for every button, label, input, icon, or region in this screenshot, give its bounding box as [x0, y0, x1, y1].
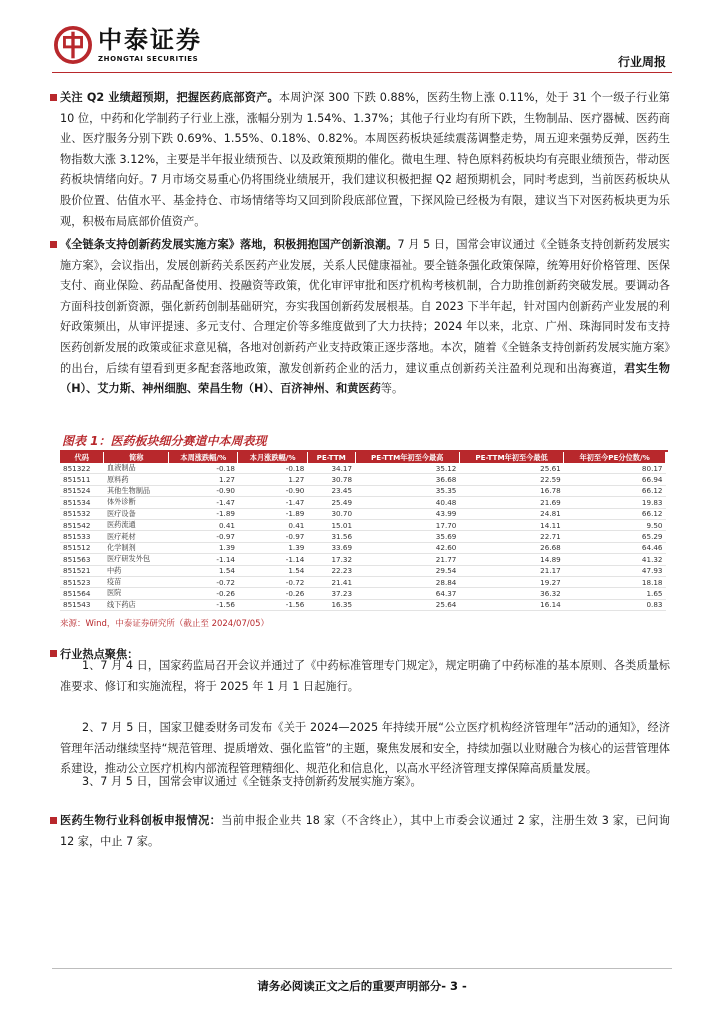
table-cell: 疫苗	[104, 576, 169, 587]
table-cell: 34.17	[307, 463, 355, 474]
table-cell: 42.60	[355, 542, 459, 553]
column-header: 本月涨跌幅/%	[238, 452, 307, 463]
table-cell: 41.32	[564, 554, 666, 565]
table-cell: 医疗研发外包	[104, 554, 169, 565]
table-row	[60, 485, 666, 496]
table-cell: 原料药	[104, 474, 169, 485]
zhongtai-logo-icon	[54, 26, 92, 64]
table-cell: 851512	[60, 542, 104, 553]
table-row	[60, 554, 666, 565]
table-cell: 医疗设备	[104, 508, 169, 519]
table-cell: 65.29	[564, 531, 666, 542]
table-cell: 21.77	[355, 554, 459, 565]
paragraph-tail: 等。	[380, 382, 404, 396]
table-cell: 24.81	[459, 508, 563, 519]
table-cell: 1.54	[169, 565, 238, 576]
table-cell: 19.27	[459, 576, 563, 587]
table-cell: 26.68	[459, 542, 563, 553]
table-cell: 18.18	[564, 576, 666, 587]
hotspot-item-3: 3、7 月 5 日，国常会审议通过《全链条支持创新药发展实施方案》。	[82, 775, 422, 788]
table-cell: 851534	[60, 497, 104, 508]
table-cell: 851542	[60, 519, 104, 530]
header-divider	[52, 72, 672, 73]
table-cell: 66.94	[564, 474, 666, 485]
table-cell: 16.78	[459, 485, 563, 496]
table-cell: -0.90	[169, 485, 238, 496]
table-cell: 体外诊断	[104, 497, 169, 508]
paragraph-q2-earnings	[60, 88, 670, 232]
table-cell: 64.37	[355, 588, 459, 599]
table-cell: -0.72	[169, 576, 238, 587]
table-cell: -0.72	[238, 576, 307, 587]
table-header-row	[60, 452, 666, 463]
table-cell: -0.18	[169, 463, 238, 474]
table-cell: 1.27	[169, 474, 238, 485]
page-number: - 3 -	[441, 979, 467, 993]
table-cell: 1.27	[238, 474, 307, 485]
table-cell: 851564	[60, 588, 104, 599]
table-cell: 1.54	[238, 565, 307, 576]
table-cell: 64.46	[564, 542, 666, 553]
paragraph-title: 《全链条支持创新药发展实施方案》落地，积极拥抱国产创新浪潮。	[60, 238, 398, 251]
table-cell: 21.17	[459, 565, 563, 576]
table-cell: 80.17	[564, 463, 666, 474]
table-cell: 化学制剂	[104, 542, 169, 553]
table-cell: -1.89	[238, 508, 307, 519]
footer-divider	[52, 968, 672, 969]
table-cell: 66.12	[564, 508, 666, 519]
table-cell: 17.70	[355, 519, 459, 530]
footer-disclaimer: 请务必阅读正文之后的重要声明部分	[257, 979, 442, 993]
table-body	[60, 463, 666, 611]
column-header: PE-TTM年初至今最高	[355, 452, 459, 463]
table-cell: 线下药店	[104, 599, 169, 610]
table-cell: 0.41	[169, 519, 238, 530]
paragraph-body: 本周沪深 300 下跌 0.88%，医药生物上涨 0.11%，处于 31 个一级子行业第 10 位，中药和化学制药子行业上涨，涨幅分别为 1.54%、1.37%；其他子行业均有所下跌，生物制品、医疗器械、医药商业、医疗服务分别下跌 0.69%、1.55%、0.18%、0.82%。本周医药板块延续震荡调整走势，周五迎来强势反弹，医药生物指数大涨 3.12%，主要是半年报业绩预告、以及政策预期的催化。微电生理、特色原料药板块均有亮眼业绩预告，带动医药板块情绪向好。7 月市场交易重心仍将围绕业绩展开，我们建议积极把握 Q2 超预期机会，同时考虑到，当前医药板块从股价位置、估值水平、基金持仓、市场情绪等均又回到阶段底部位置，下探风险已经极为有限，建议当下对医药板块更为乐观，积极布局底部价值资产。	[60, 91, 670, 228]
table-cell: 0.83	[564, 599, 666, 610]
company-logo	[54, 26, 202, 64]
paragraph-innovative-drug-policy	[60, 235, 670, 400]
table-cell: -1.56	[238, 599, 307, 610]
table-cell: 851563	[60, 554, 104, 565]
table-cell: 医疗耗材	[104, 531, 169, 542]
table-cell: 851521	[60, 565, 104, 576]
table-cell: 43.99	[355, 508, 459, 519]
table-cell: 1.39	[238, 542, 307, 553]
table-cell: 30.78	[307, 474, 355, 485]
table-cell: 851533	[60, 531, 104, 542]
table-cell: 9.50	[564, 519, 666, 530]
table-cell: 33.69	[307, 542, 355, 553]
table-cell: 其他生物制品	[104, 485, 169, 496]
square-bullet-icon	[50, 650, 57, 657]
hotspot-item-2: 2、7 月 5 日，国家卫健委财务司发布《关于 2024—2025 年持续开展“公立医疗机构经济管理年”活动的通知》，经济管理年活动继续坚持“规范管理、提质增效、强化监管”的主题，聚焦发展和安全，持续加强以业财融合为核心的运营管理体系建设，推动公立医疗机构内部流程管理精细化、规范化和信息化，以高水平经济管理支撑保障高质量发展。	[60, 721, 670, 776]
column-header: 简称	[104, 452, 169, 463]
table-cell: 22.59	[459, 474, 563, 485]
table-cell: 851532	[60, 508, 104, 519]
report-type-label: 行业周报	[617, 55, 666, 69]
table-cell: 1.65	[564, 588, 666, 599]
table-cell: 医院	[104, 588, 169, 599]
table-title: 图表 1：医药板块细分赛道中本周表现	[60, 432, 668, 452]
column-header: 本周涨跌幅/%	[169, 452, 238, 463]
table-cell: -0.18	[238, 463, 307, 474]
recommended-companies: 君实生物（H）、艾力斯、神州细胞、荣昌生物（H）、百济神州、和黄医药	[60, 361, 670, 396]
table-cell: 47.93	[564, 565, 666, 576]
table-row	[60, 531, 666, 542]
table-cell: 37.23	[307, 588, 355, 599]
column-header: PE-TTM	[307, 452, 355, 463]
table-cell: 医药流通	[104, 519, 169, 530]
paragraph-title: 关注 Q2 业绩超预期，把握医药底部资产。	[60, 91, 279, 104]
table-cell: 29.54	[355, 565, 459, 576]
table-row	[60, 588, 666, 599]
table-cell: 0.41	[238, 519, 307, 530]
table-cell: 19.83	[564, 497, 666, 508]
logo-english-name: ZHONGTAI SECURITIES	[98, 55, 199, 63]
column-header: PE-TTM年初至今最低	[459, 452, 563, 463]
table-cell: 851511	[60, 474, 104, 485]
table-cell: 21.69	[459, 497, 563, 508]
table-cell: 中药	[104, 565, 169, 576]
table-cell: 40.48	[355, 497, 459, 508]
table-cell: 31.56	[307, 531, 355, 542]
sector-performance-table	[60, 452, 666, 611]
hotspot-item-1: 1、7 月 4 日，国家药监局召开会议并通过了《中药标准管理专门规定》，规定明确了中药标准的基本原则、各类质量标准要求、修订和实施流程，将于 2025 年 1 月 1 日起施行。	[60, 659, 670, 693]
footer	[0, 978, 724, 994]
column-header: 代码	[60, 452, 104, 463]
table-cell: 851523	[60, 576, 104, 587]
table-row	[60, 508, 666, 519]
square-bullet-icon	[50, 94, 57, 101]
table-cell: 16.14	[459, 599, 563, 610]
table-cell: -0.97	[238, 531, 307, 542]
table-cell: 35.69	[355, 531, 459, 542]
table-cell: 血液制品	[104, 463, 169, 474]
table-cell: 25.49	[307, 497, 355, 508]
table-cell: 851322	[60, 463, 104, 474]
table-cell: 28.84	[355, 576, 459, 587]
logo-chinese-name: 中泰证券	[98, 26, 202, 54]
table-cell: -1.56	[169, 599, 238, 610]
square-bullet-icon	[50, 817, 57, 824]
table-cell: 25.64	[355, 599, 459, 610]
table-cell: -1.14	[238, 554, 307, 565]
table-row	[60, 463, 666, 474]
table-cell: 851543	[60, 599, 104, 610]
table-cell: 17.32	[307, 554, 355, 565]
column-header: 年初至今PE分位数/%	[564, 452, 666, 463]
table-cell: 14.11	[459, 519, 563, 530]
table-cell: 1.39	[169, 542, 238, 553]
table-cell: 36.68	[355, 474, 459, 485]
paragraph-body: 当前申报企业共 18 家（不含终止），其中上市委会议通过 2 家，注册生效 3 家，已问询 12 家，中止 7 家。	[60, 814, 670, 848]
table-cell: 35.12	[355, 463, 459, 474]
square-bullet-icon	[50, 241, 57, 248]
table-cell: 21.41	[307, 576, 355, 587]
table-cell: 36.32	[459, 588, 563, 599]
paragraph-body: 7 月 5 日，国常会审议通过《全链条支持创新药发展实施方案》，会议指出，发展创新药关系医药产业发展，关系人民健康福祉。要全链条强化政策保障，统筹用好价格管理、医保支付、商业保险、药品配备使用、投融资等政策，优化审评审批和医疗机构考核机制，合力助推创新药突破发展。要调动各方面科技创新资源，强化新药创制基础研究，夯实我国创新药发展根基。自 2023 下半年起，针对国内创新药产业发展的利好政策频出，从审评提速、多元支付、合理定价等多维度做到了大力扶持；2024 年以来，北京、广州、珠海同时发布支持医药创新发展的政策或征求意见稿，各地对创新药产业支持政策正逐步落地。本次，随着《全链条支持创新药发展实施方案》的出台，后续有望看到更多配套落地政策，激发创新药企业的活力，建议重点创新药关注盈利兑现和出海赛道，	[60, 238, 670, 375]
table-cell: 23.45	[307, 485, 355, 496]
table-cell: -1.47	[169, 497, 238, 508]
table-cell: -0.97	[169, 531, 238, 542]
table-cell: -0.90	[238, 485, 307, 496]
table-cell: -0.26	[238, 588, 307, 599]
table-cell: 35.35	[355, 485, 459, 496]
table-cell: 66.12	[564, 485, 666, 496]
table-cell: 22.71	[459, 531, 563, 542]
table-row	[60, 519, 666, 530]
table-cell: 25.61	[459, 463, 563, 474]
paragraph-star-market-filings	[60, 811, 670, 852]
table-cell: 16.35	[307, 599, 355, 610]
hotspots-title: 行业热点聚焦：	[60, 648, 139, 661]
paragraph-title: 医药生物行业科创板申报情况：	[60, 814, 222, 827]
table-cell: -0.26	[169, 588, 238, 599]
table-cell: -1.14	[169, 554, 238, 565]
table-cell: 15.01	[307, 519, 355, 530]
table-row	[60, 565, 666, 576]
table-cell: 851524	[60, 485, 104, 496]
table-cell: -1.47	[238, 497, 307, 508]
table-cell: 14.89	[459, 554, 563, 565]
table-cell: 30.70	[307, 508, 355, 519]
table-cell: 22.23	[307, 565, 355, 576]
table-row	[60, 474, 666, 485]
table-cell: -1.89	[169, 508, 238, 519]
table-row	[60, 576, 666, 587]
table-row	[60, 542, 666, 553]
table-source-note: 来源：Wind，中泰证券研究所（截止至 2024/07/05）	[60, 619, 270, 629]
table-row	[60, 497, 666, 508]
table-row	[60, 599, 666, 610]
